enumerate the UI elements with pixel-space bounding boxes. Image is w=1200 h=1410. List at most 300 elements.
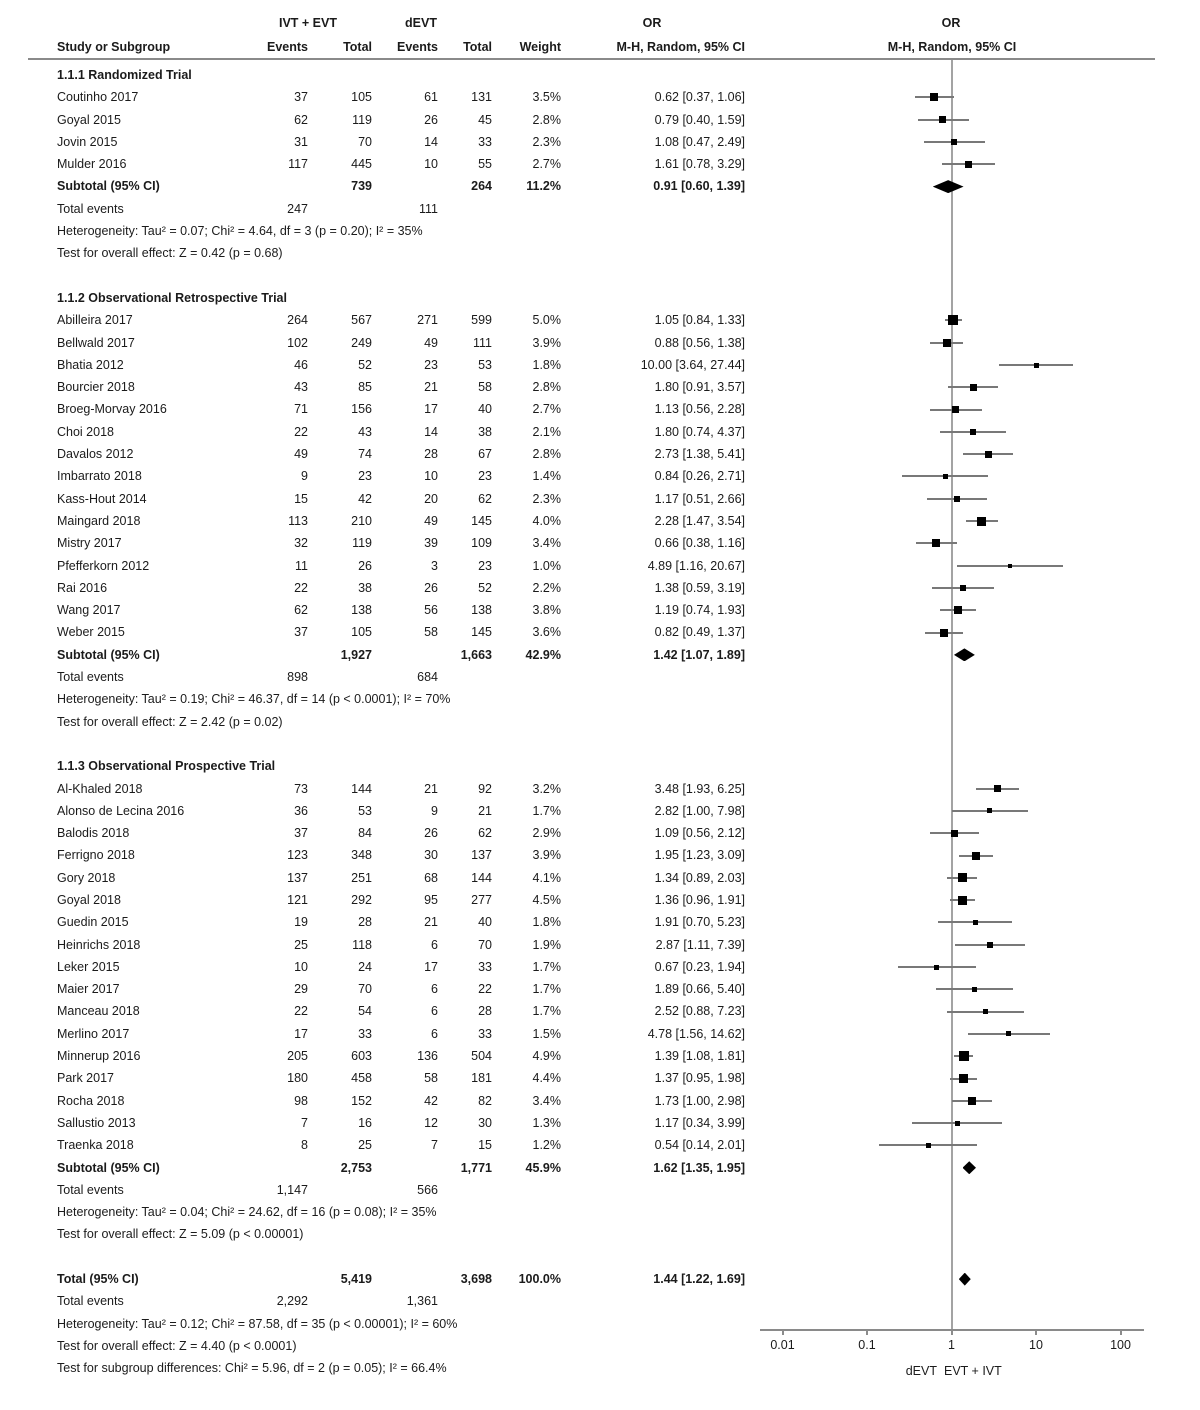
study-column-header: Study or Subgroup [57,40,171,54]
cell-ci-text: 1.80 [0.74, 4.37] [654,424,745,439]
cell-e1: 22 [294,580,308,595]
cell-t1: 138 [351,603,372,618]
or-point-marker [954,496,960,502]
or-point-marker [994,785,1001,792]
cell-ci-text: 1.36 [0.96, 1.91] [654,892,745,907]
study-row [0,86,1200,108]
cell-ci-text: 1.38 [0.59, 3.19] [654,580,745,595]
cell-t2: 111 [472,335,492,350]
cell-e2: 58 [424,1071,438,1086]
subtotal-row [0,175,1200,197]
total-events-row [0,1179,1200,1201]
study-name: Maier 2017 [57,982,120,997]
or-point-marker [948,315,958,325]
ci-column-header: M-H, Random, 95% CI [616,40,745,54]
subtotal-label: Subtotal (95% CI) [57,647,160,662]
cell-e2: 10 [424,157,438,172]
or-point-marker [943,474,948,479]
summary-diamond [933,180,964,193]
cell-weight: 2.9% [532,826,561,841]
study-name: Kass-Hout 2014 [57,491,147,506]
cell-t2: 67 [478,447,492,462]
or-point-marker [972,852,980,860]
or-header-right: OR [941,16,961,30]
cell-weight: 3.6% [532,625,561,640]
cell-t2: 23 [478,558,492,573]
cell-ci-text: 1.09 [0.56, 2.12] [654,826,745,841]
cell-e2: 58 [424,625,438,640]
forest-rows [0,64,1200,1380]
cell-t1: 25 [358,1138,372,1153]
cell-t1: 2,753 [340,1160,372,1175]
cell-t1: 84 [358,826,372,841]
control-group-header: dEVT [405,16,437,30]
cell-e1: 9 [301,469,308,484]
cell-ci-text: 1.95 [1.23, 3.09] [654,848,745,863]
study-row [0,309,1200,331]
cell-e1: 46 [294,357,308,372]
cell-t2: 144 [471,870,492,885]
effect-test-text: Test for overall effect: Z = 4.40 (p < 0.0001) [57,1338,297,1353]
cell-e2: 42 [424,1093,438,1108]
study-name: Ferrigno 2018 [57,848,135,863]
total-events-row [0,1290,1200,1312]
cell-e1: 1,147 [276,1182,308,1197]
cell-weight: 1.5% [532,1026,561,1041]
summary-diamond [959,1273,971,1286]
or-point-marker [939,116,946,123]
study-name: Coutinho 2017 [57,90,139,105]
cell-t1: 1,927 [340,647,372,662]
cell-e1: 49 [294,447,308,462]
cell-t1: 152 [351,1093,372,1108]
cell-weight: 3.9% [532,848,561,863]
study-name: Heinrichs 2018 [57,937,141,952]
cell-weight: 2.8% [532,380,561,395]
heterogeneity-text: Heterogeneity: Tau² = 0.07; Chi² = 4.64, df = 3 (p = 0.20); I² = 35% [57,224,423,239]
cell-e2: 49 [424,335,438,350]
stat-row [0,220,1200,242]
cell-t2: 62 [478,826,492,841]
cell-e1: 62 [294,112,308,127]
cell-e2: 684 [417,670,438,685]
study-name: Sallustio 2013 [57,1115,136,1130]
cell-t2: 30 [478,1115,492,1130]
study-name: Wang 2017 [57,603,121,618]
study-row [0,109,1200,131]
cell-e1: 123 [287,848,308,863]
study-name: Choi 2018 [57,424,114,439]
study-row [0,978,1200,1000]
or-point-marker [1034,363,1039,368]
cell-weight: 2.7% [532,402,561,417]
cell-t1: 33 [358,1026,372,1041]
study-name: Davalos 2012 [57,447,134,462]
cell-t1: 156 [351,402,372,417]
cell-ci-text: 0.66 [0.38, 1.16] [654,536,745,551]
cell-ci-text: 2.73 [1.38, 5.41] [654,447,745,462]
cell-e2: 20 [424,491,438,506]
cell-e1: 37 [294,90,308,105]
study-row [0,577,1200,599]
cell-weight: 3.9% [532,335,561,350]
axis-tick-label: 10 [1029,1338,1043,1352]
cell-e1: 22 [294,1004,308,1019]
cell-t2: 33 [478,134,492,149]
heterogeneity-text: Heterogeneity: Tau² = 0.12; Chi² = 87.58, df = 35 (p < 0.00001); I² = 60% [57,1316,458,1331]
cell-ci-text: 0.84 [0.26, 2.71] [654,469,745,484]
stat-row [0,1313,1200,1335]
cell-e1: 98 [294,1093,308,1108]
cell-weight: 3.5% [532,90,561,105]
cell-ci-text: 3.48 [1.93, 6.25] [654,781,745,796]
heterogeneity-text: Heterogeneity: Tau² = 0.19; Chi² = 46.37, df = 14 (p < 0.0001); I² = 70% [57,692,451,707]
cell-t2: 58 [478,380,492,395]
cell-e1: 19 [294,915,308,930]
study-name: Guedin 2015 [57,915,129,930]
or-point-marker [930,93,938,101]
total-events-label: Total events [57,1294,124,1309]
study-row [0,398,1200,420]
axis-tick-label: 1 [948,1338,955,1352]
effect-test-text: Test for overall effect: Z = 5.09 (p < 0.00001) [57,1227,304,1242]
total-events-label: Total events [57,201,124,216]
cell-weight: 1.7% [532,803,561,818]
cell-e2: 9 [431,803,438,818]
study-row [0,332,1200,354]
cell-t1: 24 [358,959,372,974]
cell-t1: 292 [351,892,372,907]
study-name: Weber 2015 [57,625,125,640]
cell-t2: 277 [471,892,492,907]
or-point-marker [959,1074,968,1083]
study-name: Rocha 2018 [57,1093,125,1108]
study-name: Traenka 2018 [57,1138,134,1153]
cell-weight: 42.9% [525,647,561,662]
cell-weight: 4.4% [532,1071,561,1086]
or-point-marker [955,1121,960,1126]
subtotal-label: Subtotal (95% CI) [57,1160,160,1175]
or-header-left: OR [642,16,662,30]
cell-weight: 4.1% [532,870,561,885]
or-point-marker [987,808,992,813]
spacer-row [0,733,1200,755]
cell-weight: 3.4% [532,1093,561,1108]
stat-row [0,1201,1200,1223]
cell-t2: 28 [478,1004,492,1019]
study-name: Leker 2015 [57,959,120,974]
study-name: Bellwald 2017 [57,335,135,350]
cell-e2: 26 [424,112,438,127]
cell-t2: 264 [471,179,492,194]
study-name: Bhatia 2012 [57,357,124,372]
or-point-marker [968,1097,976,1105]
cell-t2: 145 [471,625,492,640]
study-name: Balodis 2018 [57,826,130,841]
cell-e2: 136 [417,1049,438,1064]
study-name: Bourcier 2018 [57,380,135,395]
study-row [0,421,1200,443]
study-row [0,1045,1200,1067]
cell-ci-text: 1.05 [0.84, 1.33] [654,313,745,328]
cell-ci-text: 0.62 [0.37, 1.06] [654,90,745,105]
cell-weight: 100.0% [518,1272,561,1287]
cell-t1: 16 [358,1115,372,1130]
or-point-marker [987,942,993,948]
cell-e2: 39 [424,536,438,551]
cell-weight: 1.8% [532,915,561,930]
cell-t1: 105 [351,625,372,640]
cell-t2: 33 [478,959,492,974]
study-row [0,778,1200,800]
cell-e2: 271 [417,313,438,328]
effect-test-text: Test for overall effect: Z = 0.42 (p = 0.68) [57,246,283,261]
study-name: Abilleira 2017 [57,313,133,328]
cell-e1: 11 [295,558,308,573]
cell-weight: 3.8% [532,603,561,618]
cell-e1: 22 [294,424,308,439]
cell-e1: 37 [294,826,308,841]
cell-e1: 73 [294,781,308,796]
cell-e1: 7 [301,1115,308,1130]
total-events-row [0,666,1200,688]
total-events-label: Total events [57,670,124,685]
cell-t1: 42 [358,491,372,506]
cell-t2: 504 [471,1049,492,1064]
study-name: Alonso de Lecina 2016 [57,803,185,818]
study-row [0,1090,1200,1112]
treatment-group-header: IVT + EVT [278,16,337,30]
cell-t1: 348 [351,848,372,863]
cell-t1: 105 [351,90,372,105]
cell-t2: 145 [471,513,492,528]
cell-ci-text: 0.79 [0.40, 1.59] [654,112,745,127]
cell-t2: 40 [478,402,492,417]
cell-e2: 26 [424,580,438,595]
study-name: Pfefferkorn 2012 [57,558,150,573]
cell-weight: 5.0% [532,313,561,328]
cell-ci-text: 4.89 [1.16, 20.67] [647,558,745,573]
cell-t2: 62 [478,491,492,506]
cell-t1: 567 [351,313,372,328]
events2-column-header: Events [397,40,438,54]
total2-column-header: Total [463,40,492,54]
cell-ci-text: 1.19 [0.74, 1.93] [654,603,745,618]
study-name: Goyal 2015 [57,112,121,127]
or-point-marker [973,920,978,925]
cell-t2: 138 [471,603,492,618]
cell-e1: 137 [287,870,308,885]
cell-e2: 1,361 [406,1294,438,1309]
study-row [0,1000,1200,1022]
cell-weight: 45.9% [525,1160,561,1175]
cell-e1: 898 [287,670,308,685]
subtotal-row [0,644,1200,666]
cell-e2: 49 [424,513,438,528]
cell-weight: 2.3% [532,491,561,506]
study-row [0,555,1200,577]
cell-weight: 1.7% [532,959,561,974]
cell-t1: 54 [358,1004,372,1019]
subgroup-heading: 1.1.3 Observational Prospective Trial [57,759,276,774]
cell-ci-text: 1.34 [0.89, 2.03] [654,870,745,885]
heterogeneity-text: Heterogeneity: Tau² = 0.04; Chi² = 24.62, df = 16 (p = 0.08); I² = 35% [57,1205,437,1220]
or-point-marker [972,987,977,992]
cell-e2: 6 [431,982,438,997]
cell-weight: 1.7% [532,982,561,997]
cell-weight: 1.8% [532,357,561,372]
or-point-marker [965,161,972,168]
cell-t2: 131 [471,90,492,105]
study-name: Imbarrato 2018 [57,469,142,484]
cell-ci-text: 1.80 [0.91, 3.57] [654,380,745,395]
or-point-marker [943,339,951,347]
subtotal-label: Subtotal (95% CI) [57,179,160,194]
cell-e2: 95 [424,892,438,907]
cell-ci-text: 1.44 [1.22, 1.69] [653,1272,745,1287]
study-row [0,800,1200,822]
cell-e1: 102 [287,335,308,350]
cell-e1: 264 [287,313,308,328]
stat-row [0,1357,1200,1379]
cell-t1: 119 [352,536,372,551]
cell-t1: 85 [358,380,372,395]
cell-weight: 1.7% [532,1004,561,1019]
or-point-marker [934,965,939,970]
cell-e2: 21 [424,781,438,796]
cell-e1: 8 [301,1138,308,1153]
or-point-marker [977,517,986,526]
cell-e2: 14 [424,134,438,149]
or-point-marker [958,896,967,905]
study-row [0,131,1200,153]
cell-t1: 43 [358,424,372,439]
study-row [0,1112,1200,1134]
axis-tick [782,1330,784,1335]
cell-e2: 3 [431,558,438,573]
study-name: Park 2017 [57,1071,114,1086]
weight-column-header: Weight [519,40,561,54]
cell-e2: 10 [424,469,438,484]
study-row [0,443,1200,465]
plot-method-header: M-H, Random, 95% CI [887,40,1017,54]
cell-ci-text: 1.39 [1.08, 1.81] [654,1049,745,1064]
study-row [0,1067,1200,1089]
cell-e2: 566 [417,1182,438,1197]
study-row [0,956,1200,978]
study-row [0,510,1200,532]
study-row [0,844,1200,866]
or-point-marker [983,1009,988,1014]
study-name: Mistry 2017 [57,536,122,551]
study-name: Mulder 2016 [57,157,127,172]
cell-t1: 52 [358,357,372,372]
study-name: Merlino 2017 [57,1026,130,1041]
study-name: Jovin 2015 [57,134,118,149]
cell-weight: 1.4% [532,469,561,484]
header-rule [28,58,1155,60]
cell-weight: 1.0% [532,558,561,573]
cell-e2: 17 [424,402,438,417]
study-row [0,153,1200,175]
cell-e1: 15 [294,491,308,506]
study-name: Maingard 2018 [57,513,141,528]
cell-ci-text: 0.88 [0.56, 1.38] [654,335,745,350]
cell-t1: 251 [351,870,372,885]
cell-e2: 21 [424,915,438,930]
axis-tick-label: 0.01 [770,1338,795,1352]
spacer-row [0,1246,1200,1268]
or-point-marker [954,606,962,614]
study-row [0,532,1200,554]
cell-e1: 121 [287,892,308,907]
cell-e1: 43 [294,380,308,395]
axis-tick [1120,1330,1122,1335]
cell-t1: 74 [358,447,372,462]
cell-e2: 61 [424,90,438,105]
cell-weight: 2.1% [532,424,561,439]
cell-t2: 92 [478,781,492,796]
cell-ci-text: 1.17 [0.51, 2.66] [654,491,745,506]
cell-ci-text: 1.91 [0.70, 5.23] [654,915,745,930]
cell-ci-text: 1.62 [1.35, 1.95] [653,1160,745,1175]
study-row [0,822,1200,844]
or-point-marker [951,139,957,145]
cell-t2: 52 [478,580,492,595]
cell-t1: 119 [352,112,372,127]
cell-ci-text: 1.89 [0.66, 5.40] [654,982,745,997]
cell-t2: 21 [478,803,492,818]
cell-e2: 6 [431,1004,438,1019]
study-row [0,465,1200,487]
study-row [0,934,1200,956]
cell-e2: 23 [424,357,438,372]
total-events-label: Total events [57,1182,124,1197]
cell-weight: 2.7% [532,157,561,172]
subtotal-row [0,1157,1200,1179]
study-row [0,354,1200,376]
or-point-marker [970,384,977,391]
cell-t2: 1,663 [460,647,492,662]
cell-e1: 205 [287,1049,308,1064]
cell-t1: 118 [352,937,372,952]
cell-ci-text: 1.73 [1.00, 2.98] [654,1093,745,1108]
axis-label-right-arm: EVT + IVT [944,1364,1002,1378]
or-point-marker [958,873,967,882]
total-events-row [0,198,1200,220]
or-point-marker [960,585,966,591]
cell-t1: 26 [358,558,372,573]
cell-t1: 249 [351,335,372,350]
cell-e2: 12 [424,1115,438,1130]
cell-ci-text: 4.78 [1.56, 14.62] [647,1026,745,1041]
cell-t1: 23 [358,469,372,484]
cell-e1: 10 [294,959,308,974]
cell-t1: 210 [351,513,372,528]
cell-t2: 1,771 [460,1160,492,1175]
cell-weight: 3.2% [532,781,561,796]
cell-ci-text: 10.00 [3.64, 27.44] [640,357,745,372]
cell-ci-text: 1.37 [0.95, 1.98] [654,1071,745,1086]
cell-t2: 38 [478,424,492,439]
cell-t1: 38 [358,580,372,595]
cell-ci-text: 1.13 [0.56, 2.28] [654,402,745,417]
cell-t2: 22 [478,982,492,997]
cell-weight: 4.5% [532,892,561,907]
cell-weight: 11.2% [526,179,561,194]
or-point-marker [951,830,958,837]
or-point-marker [1008,564,1012,568]
